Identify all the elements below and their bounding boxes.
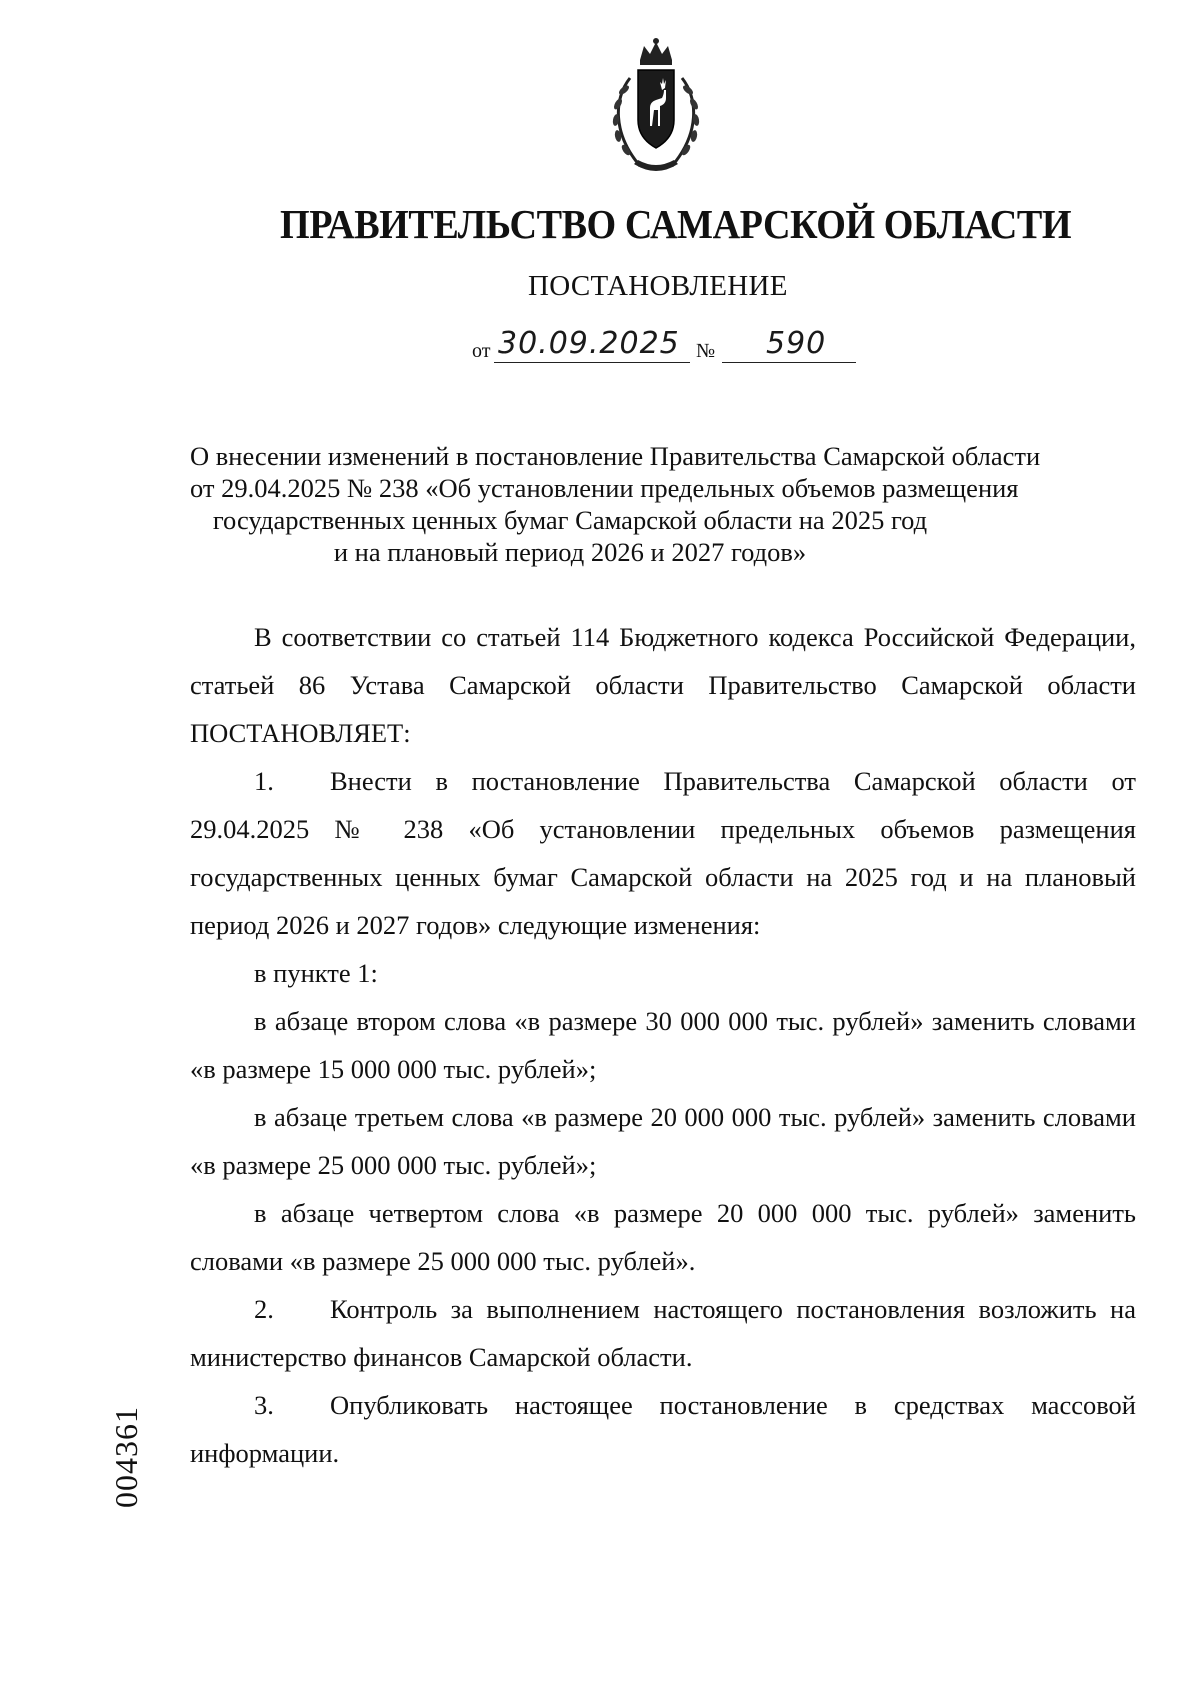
subject-line: и на плановый период 2026 и 2027 годов» — [333, 537, 807, 567]
registration-number: 004361 — [108, 1406, 144, 1508]
date-prefix: от — [472, 340, 491, 362]
subject-line: О внесении изменений в постановление Правительства Самарской области — [190, 441, 1041, 471]
subject-line: от 29.04.2025 № 238 «Об установлении предельных объемов размещения — [190, 473, 1019, 503]
item-1-text: Внести в постановление Правительства Самарской области от 29.04.2025 № 238 «Об установлении предельных объемов размещения государственных ценных бумаг Самарской области на 2025 год и на плановый период 2026 и 2027 годов» следующие изменения: — [190, 766, 1136, 940]
item-2-paragraph — [190, 1285, 1136, 1381]
subject-line: государственных ценных бумаг Самарской области на 2025 год — [212, 505, 928, 535]
handwritten-date: 30.09.2025 — [498, 326, 680, 361]
item-2-number: 2. — [254, 1294, 274, 1324]
samara-coat-of-arms-icon — [600, 38, 712, 178]
clause-intro-paragraph: в пункте 1: — [254, 958, 378, 988]
document-type: ПОСТАНОВЛЕНИЕ — [528, 270, 788, 302]
item-1-number: 1. — [254, 766, 274, 796]
date-underline — [494, 362, 690, 363]
item-3-text: Опубликовать настоящее постановление в средствах массовой информации. — [190, 1390, 1136, 1468]
change-2-paragraph: в абзаце третьем слова «в размере 20 000 000 тыс. рублей» заменить словами «в размере 25 000 000 тыс. рублей»; — [190, 1102, 1136, 1180]
item-1-paragraph — [190, 757, 1136, 949]
document-body — [190, 613, 1136, 1477]
item-3-paragraph — [190, 1381, 1136, 1477]
document-subject — [190, 440, 1041, 568]
organization-title: ПРАВИТЕЛЬСТВО САМАРСКОЙ ОБЛАСТИ — [280, 201, 1072, 247]
date-number-line — [0, 322, 1200, 366]
number-underline — [722, 362, 856, 363]
handwritten-number: 590 — [766, 326, 827, 361]
preamble-paragraph: В соответствии со статьей 114 Бюджетного кодекса Российской Федерации, статьей 86 Устава Самарской области Правительство Самарской области ПОСТАНОВЛЯЕТ: — [190, 622, 1136, 748]
change-3-paragraph: в абзаце четвертом слова «в размере 20 000 000 тыс. рублей» заменить словами «в размере 25 000 000 тыс. рублей». — [190, 1198, 1136, 1276]
item-2-text: Контроль за выполнением настоящего постановления возложить на министерство финансов Самарской области. — [190, 1294, 1136, 1372]
item-3-number: 3. — [254, 1390, 274, 1420]
number-prefix: № — [696, 340, 716, 362]
change-1-paragraph: в абзаце втором слова «в размере 30 000 000 тыс. рублей» заменить словами «в размере 15 000 000 тыс. рублей»; — [190, 1006, 1136, 1084]
